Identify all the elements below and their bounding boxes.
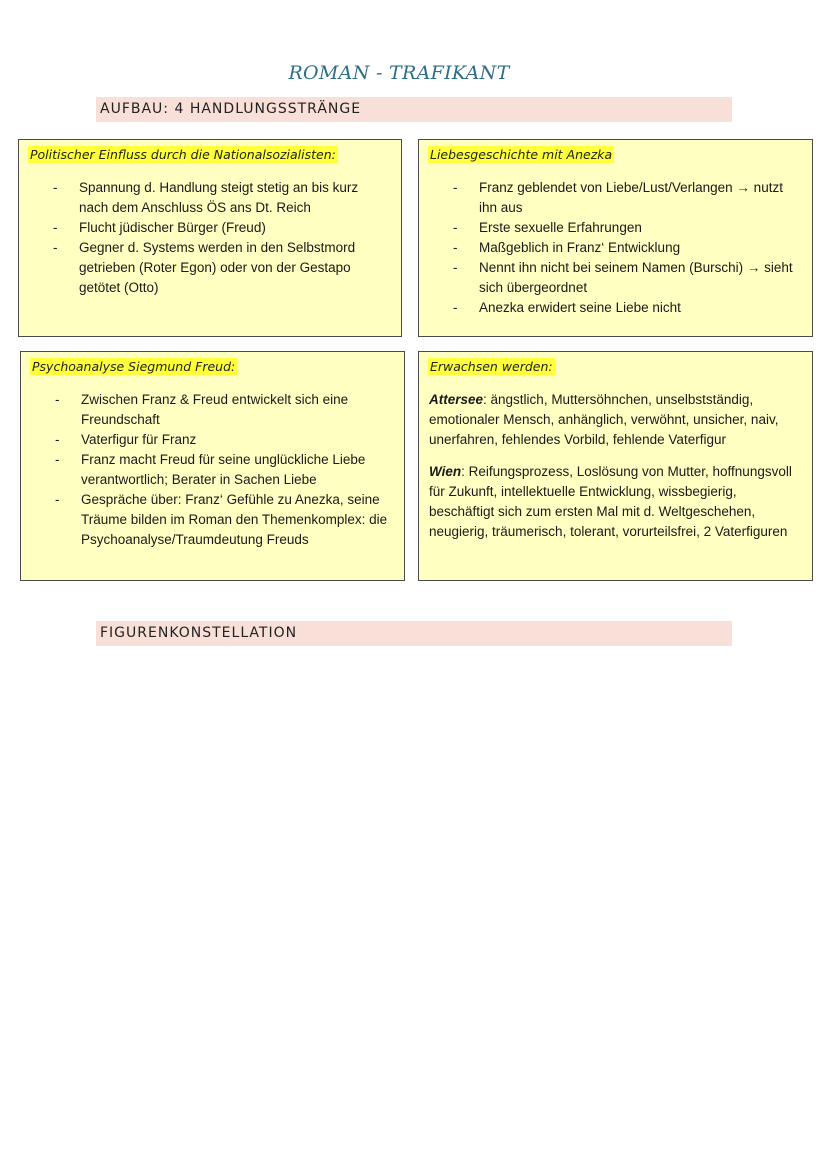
list-item: - Erste sexuelle Erfahrungen <box>419 218 800 238</box>
box-heading: Psychoanalyse Siegmund Freud: <box>32 359 236 374</box>
section-heading-aufbau: AUFBAU: 4 HANDLUNGSSTRÄNGE <box>96 97 732 122</box>
list-item: - Franz macht Freud für seine unglückliche Liebe verantwortlich; Berater in Sachen Liebe <box>21 450 392 490</box>
list-item: - Anezka erwidert seine Liebe nicht <box>419 298 800 318</box>
list-item: - Franz geblendet von Liebe/Lust/Verlangen → nutzt ihn aus <box>419 178 800 218</box>
bullet-list <box>21 390 404 550</box>
list-item: - Gespräche über: Franz‘ Gefühle zu Anezka, seine Träume bilden im Roman den Themenkomplex: die Psychoanalyse/Traumdeutung Freuds <box>21 490 392 550</box>
list-item: - Zwischen Franz & Freud entwickelt sich eine Freundschaft <box>21 390 392 430</box>
box-psychoanalysis <box>20 351 405 581</box>
attersee-paragraph <box>429 390 798 450</box>
section-heading-figurenkonstellation: FIGURENKONSTELLATION <box>96 621 732 646</box>
list-item: - Vaterfigur für Franz <box>21 430 392 450</box>
bullet-list <box>19 178 401 298</box>
box-political-influence <box>18 139 402 337</box>
list-item: - Gegner d. Systems werden in den Selbstmord getrieben (Roter Egon) oder von der Gestapo getötet (Otto) <box>19 238 389 298</box>
document-title: ROMAN - TRAFIKANT <box>288 62 510 84</box>
list-item: - Spannung d. Handlung steigt stetig an bis kurz nach dem Anschluss ÖS ans Dt. Reich <box>19 178 389 218</box>
list-item: - Flucht jüdischer Bürger (Freud) <box>19 218 389 238</box>
list-item: - Maßgeblich in Franz‘ Entwicklung <box>419 238 800 258</box>
bullet-list <box>419 178 812 318</box>
wien-label: Wien <box>429 464 462 479</box>
box-heading: Liebesgeschichte mit Anezka <box>430 147 613 162</box>
list-item: - Nennt ihn nicht bei seinem Namen (Burschi) → sieht sich übergeordnet <box>419 258 800 298</box>
attersee-text: : ängstlich, Muttersöhnchen, unselbstständig, emotionaler Mensch, anhänglich, verwöhnt, unsicher, naiv, unerfahren, fehlendes Vorbild, fehlende Vaterfigur <box>429 392 779 447</box>
wien-paragraph <box>429 462 798 542</box>
wien-text: : Reifungsprozess, Loslösung von Mutter, hoffnungsvoll für Zukunft, intellektuelle Entwicklung, wissbegierig, beschäftigt sich zum ersten Mal mit d. Weltgeschehen, neugierig, träumerisch, tolerant, vorurteilsfrei, 2 Vaterfiguren <box>429 464 792 539</box>
box-love-story <box>418 139 813 337</box>
box-growing-up <box>418 351 813 581</box>
box-heading: Politischer Einfluss durch die Nationalsozialisten: <box>30 147 336 162</box>
box-heading: Erwachsen werden: <box>430 359 553 374</box>
attersee-label: Attersee <box>429 392 484 407</box>
